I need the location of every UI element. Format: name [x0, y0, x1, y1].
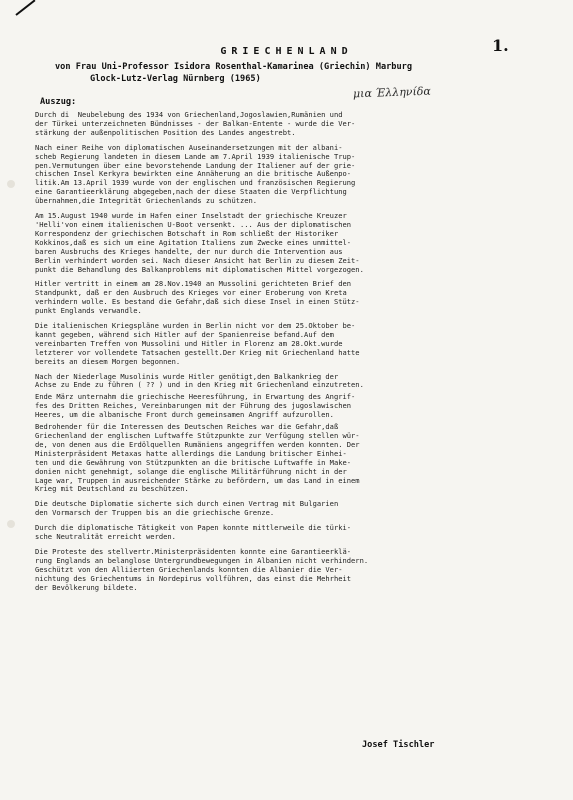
paragraph: Die deutsche Diplomatie sicherte sich durch einen Vertrag mit Bulgarien den Vormarsch der Truppen bis an die griechische Grenze.: [35, 499, 339, 518]
paragraph: Die italienischen Kriegspläne wurden in Berlin nicht vor dem 25.Oktober be- kannt gegeben, während sich Hitler auf der Spanienreise befand.Auf dem vereinbarten Treffen von Mussolini und Hitler in Florenz am 28.Okt.wurde letzterer vor vollendete Tatsachen gestellt.Der Krieg mit Griechenland hatte bereits an diesem Morgen begonnen.: [35, 321, 360, 366]
handwritten-slash-mark: [15, 0, 35, 16]
publisher-line: Glock-Lutz-Verlag Nürnberg (1965): [90, 74, 261, 84]
paragraph: Nach einer Reihe von diplomatischen Auseinandersetzungen mit der albani- scheb Regierung landeten in diesem Lande am 7.April 1939 italienische Trup- pen.Vermutungen über eine bevorstehende Landung der Italiener auf der grie- chischen Insel Kerkyra bewirkten eine Annäherung an die britische Außenpo- litik.Am 13.April 1939 wurde von der englischen und französischen Regierung eine Garantieerklärung abgegeben,nach der diese Staaten die Verpflichtung übernahmen,die Integrität Griechenlands zu schützen.: [35, 142, 356, 206]
paragraph: Die Proteste des stellvertr.Ministerpräsidenten konnte eine Garantieerklä- rung Englands an belanglose Untergrundbewegungen in Albanien nicht verhindern. Geschützt von den Alliierten Griechenlands konnten die Albanier die Ver- nichtung des Griechentums in Nordepirus vollführen, das einst die Mehrheit der Bevölkerung bildete.: [35, 546, 369, 592]
signature-name: Josef Tischler: [362, 740, 435, 750]
paragraph: Bedrohender für die Interessen des Deutschen Reiches war die Gefahr,daß Griechenland der englischen Luftwaffe Stützpunkte zur Verfügung stellen wür- de, von denen aus die Erdölquellen Rumäniens angegriffen werden konnten. Der Ministerpräsident Metaxas hatte allerdings die Landung britischer Einhei- ten und die Gewährung von Stützpunkten an die britische Luftwaffe in Make- donien nicht genehmigt, solange die englische Militärführung nicht in der Lage war, Truppen in ausreichender Stärke zu befördern, um das Land in einem Krieg mit Deutschland zu beschützen.: [35, 422, 360, 494]
paragraph: Am 15.August 1940 wurde im Hafen einer Inselstadt der griechische Kreuzer 'Helli'von einem italienischen U-Boot versenkt. ... Aus der diplomatischen Korrespondenz der griechischen Botschaft in Rom schließt der Historiker Kokkinos,daß es sich um eine Agitation Italiens zum Zwecke eines unmittel- baren Ausbruchs des Krieges handelte, der nur durch die Intervention aus Berlin verhindert worden sei. Nach dieser Ansicht hat Berlin zu diesem Zeit- punkt die Behandlung des Balkanproblems mit diplomatischen Mittel vorgezogen.: [35, 211, 364, 274]
paragraph: Ende März unternahm die griechische Heeresführung, in Erwartung des Angrif- fes des Dritten Reiches, Vereinbarungen mit der Führung des jugoslawischen Heeres, um die albanische Front durch gemeinsamen Angriff aufzurollen.: [35, 392, 356, 420]
page-number: 1.: [492, 36, 509, 55]
excerpt-label: Auszug:: [40, 97, 77, 107]
paragraph: Hitler vertritt in einem am 28.Nov.1940 an Mussolini gerichteten Brief den Standpunkt, daß er den Ausbruch des Krieges vor einer Eroberung von Kreta verhindern wolle. Es bestand die Gefahr,daß sich diese Insel in einen Stütz- punkt Englands verwandle.: [35, 279, 360, 316]
paragraph: Nach der Niederlage Musolinis wurde Hitler genötigt,den Balkankrieg der Achse zu Ende zu führen ( ?? ) und in den Krieg mit Griechenland einzutreten.: [35, 371, 364, 390]
paragraph: Durch di Neubelebung des 1934 von Griechenland,Jogoslawien,Rumänien und der Türkei unterzeichneten Bündnisses - der Balkan-Entente - wurde die Ver- stärkung der außenpolitischen Position des Landes angestrebt.: [35, 110, 356, 137]
author-line: von Frau Uni-Professor Isidora Rosenthal-Kamarinea (Griechin) Marburg: [55, 62, 412, 72]
punch-hole: [7, 520, 15, 528]
handwritten-note: μια Έλληνίδα: [352, 84, 432, 101]
document-body: [35, 111, 555, 599]
paragraph: Durch die diplomatische Tätigkeit von Papen konnte mittlerweile die türki- sche Neutralität erreicht werden.: [35, 523, 352, 542]
punch-hole: [7, 180, 15, 188]
document-title: GRIECHENLAND: [220, 46, 353, 57]
